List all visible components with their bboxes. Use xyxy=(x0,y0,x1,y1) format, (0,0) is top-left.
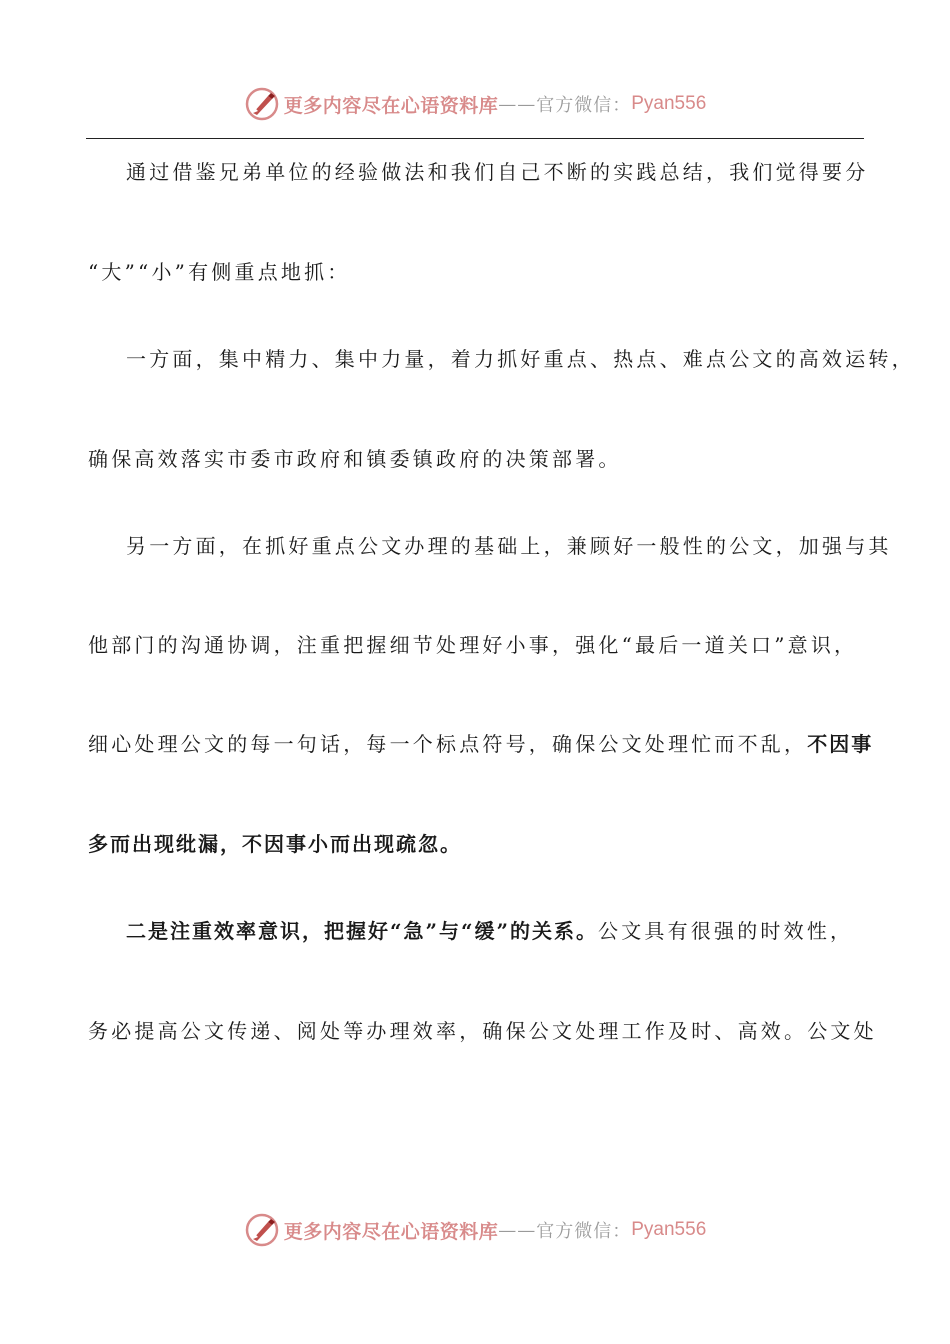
header-banner xyxy=(0,82,950,126)
body-line-2: “大”“小”有侧重点地抓： xyxy=(88,260,351,284)
body-line-5: 另一方面，在抓好重点公文办理的基础上，兼顾好一般性的公文，加强与其 xyxy=(126,534,892,558)
body-line-4: 确保高效落实市委市政府和镇委镇政府的决策部署。 xyxy=(88,447,622,471)
pen-logo-icon xyxy=(244,1212,280,1248)
body-line-9 xyxy=(88,916,878,946)
body-line-7 xyxy=(88,729,878,759)
body-line-3: 一方面，集中精力、集中力量，着力抓好重点、热点、难点公文的高效运转， xyxy=(126,347,915,371)
footer-dash: —— xyxy=(498,1219,537,1241)
footer-wechat-id: Pyan556 xyxy=(631,1219,707,1240)
footer-wechat-label: 官方微信： xyxy=(536,1221,632,1242)
body-line-8 xyxy=(88,829,878,859)
body-line-6: 他部门的沟通协调，注重把握细节处理好小事，强化“最后一道关口”意识， xyxy=(88,633,858,657)
header-dash: —— xyxy=(498,93,537,115)
footer-banner xyxy=(0,1208,950,1252)
body-line-7-plain: 细心处理公文的每一句话，每一个标点符号，确保公文处理忙而不乱， xyxy=(88,732,808,756)
pen-logo-icon xyxy=(244,86,280,122)
body-line-9-plain: 公文具有很强的时效性， xyxy=(598,919,854,943)
body-line-9-bold: 二是注重效率意识，把握好“急”与“缓”的关系。 xyxy=(126,919,599,943)
header-divider xyxy=(86,138,864,139)
body-line-7-bold: 不因事 xyxy=(807,732,874,756)
header-brand-text: 更多内容尽在心语资料库 xyxy=(283,94,499,117)
header-wechat-label: 官方微信： xyxy=(536,95,632,116)
header-wechat-id: Pyan556 xyxy=(631,93,707,114)
body-line-10: 务必提高公文传递、阅处等办理效率，确保公文处理工作及时、高效。公文处 xyxy=(88,1019,877,1043)
body-line-8-bold: 多而出现纰漏，不因事小而出现疏忽。 xyxy=(88,832,462,856)
footer-brand-text: 更多内容尽在心语资料库 xyxy=(283,1220,499,1243)
body-line-1: 通过借鉴兄弟单位的经验做法和我们自己不断的实践总结，我们觉得要分 xyxy=(126,160,869,184)
